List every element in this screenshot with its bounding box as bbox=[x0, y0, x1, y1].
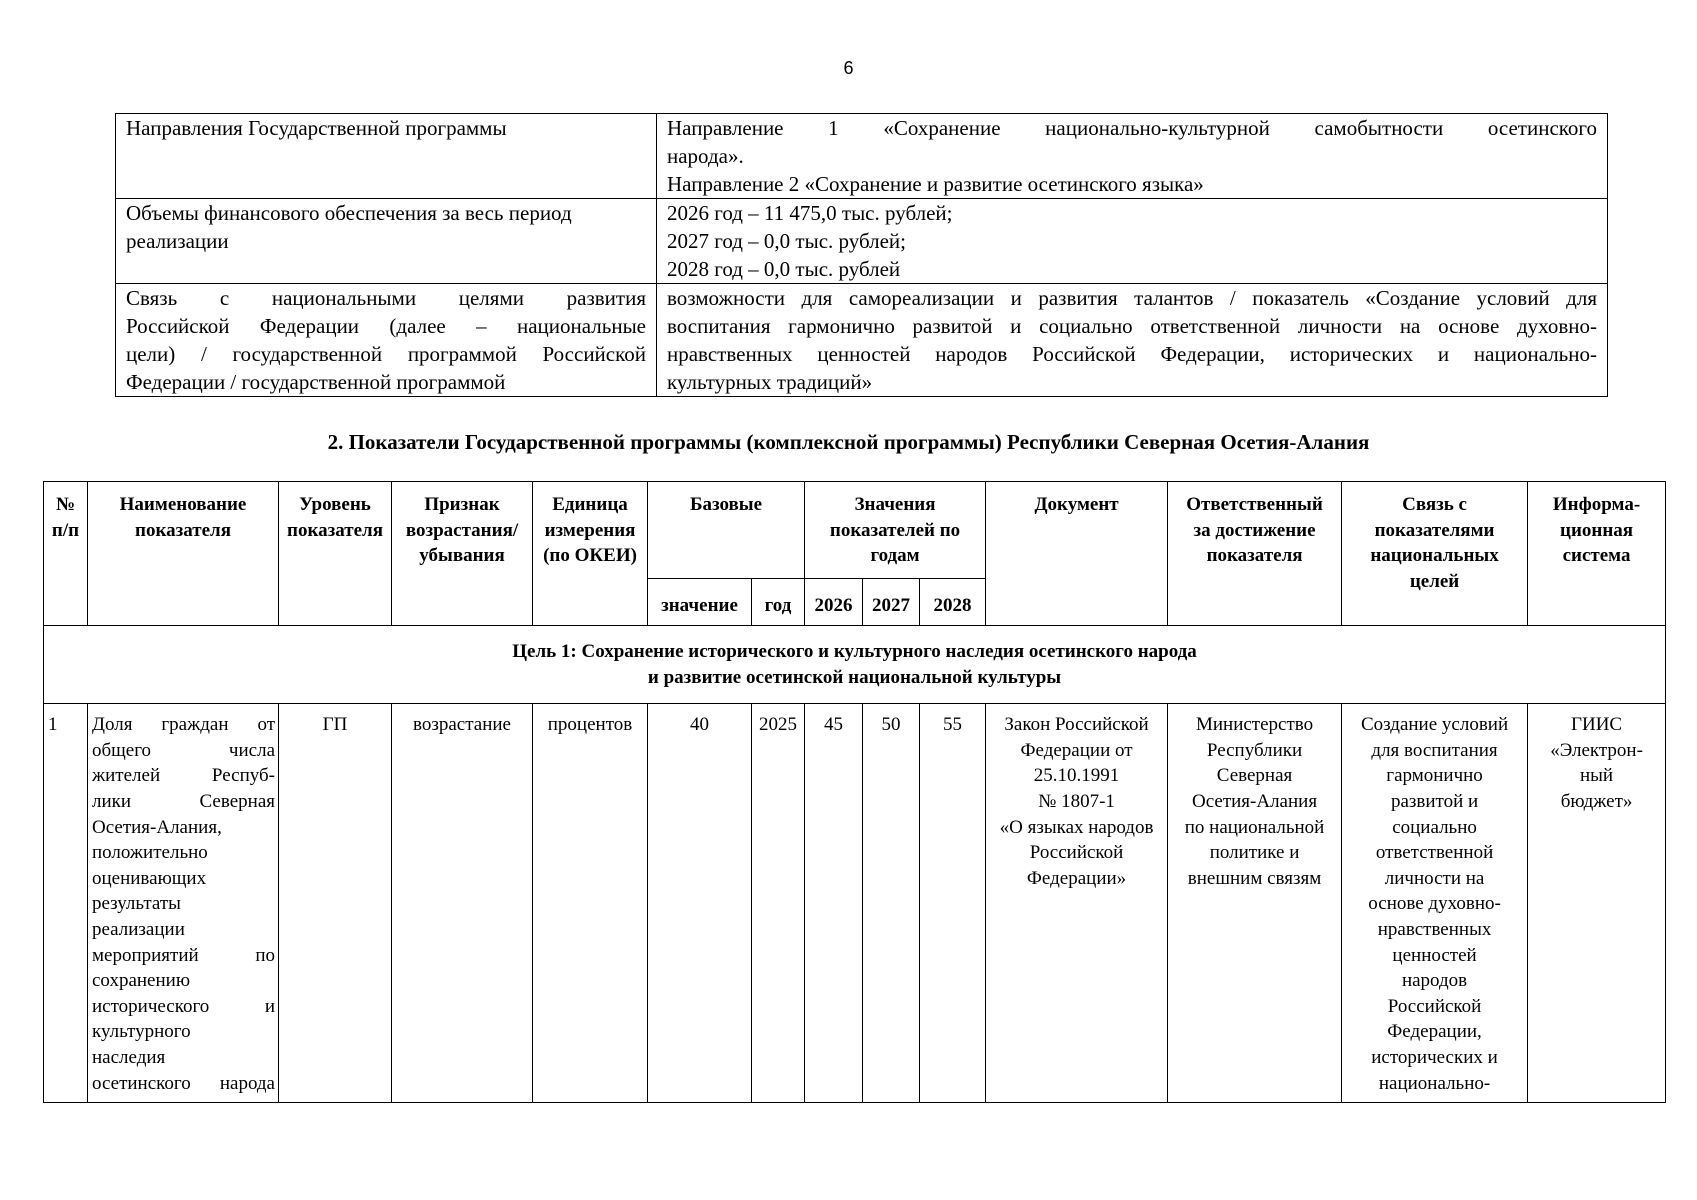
goal-row bbox=[44, 626, 1666, 704]
header-values: Значения показателей по годам bbox=[805, 482, 986, 579]
cell-base-year: 2025 bbox=[752, 704, 805, 1103]
passport-label: Связь с национальными целями развития Российской Федерации (далее – национальные цели) / государственной программой Российской Федерации / государственной программой bbox=[116, 284, 657, 397]
header-document: Документ bbox=[986, 482, 1168, 626]
header-link: Связь с показателями национальных целей bbox=[1342, 482, 1528, 626]
passport-row-directions bbox=[116, 114, 1608, 199]
program-passport-table bbox=[115, 113, 1608, 397]
header-year-2027: 2027 bbox=[863, 579, 920, 626]
indicators-table bbox=[43, 481, 1666, 1103]
header-year-2026: 2026 bbox=[805, 579, 863, 626]
header-num: № п/п bbox=[44, 482, 88, 626]
cell-unit: процентов bbox=[533, 704, 648, 1103]
passport-value: возможности для самореализации и развития талантов / показатель «Создание условий для воспитания гармонично развитой и социально ответственной личности на основе духовно- нравственных ценностей народов Российской Федерации, исторических и национально- культурных традиций» bbox=[657, 284, 1608, 397]
header-base-value: значение bbox=[648, 579, 752, 626]
header-row bbox=[44, 482, 1666, 579]
cell-base-value: 40 bbox=[648, 704, 752, 1103]
goal-title: Цель 1: Сохранение исторического и культурного наследия осетинского народа и развитие осетинской национальной культуры bbox=[44, 626, 1666, 704]
passport-value: Направление 1 «Сохранение национально-культурной самобытности осетинского народа». Направление 2 «Сохранение и развитие осетинского языка» bbox=[657, 114, 1608, 199]
cell-responsible: Министерство Республики Северная Осетия-Алания по национальной политике и внешним связям bbox=[1168, 704, 1342, 1103]
passport-label: Направления Государственной программы bbox=[116, 114, 657, 199]
header-level: Уровень показателя bbox=[279, 482, 392, 626]
header-responsible: Ответственный за достижение показателя bbox=[1168, 482, 1342, 626]
cell-trend: возрастание bbox=[392, 704, 533, 1103]
passport-value: 2026 год – 11 475,0 тыс. рублей; 2027 год – 0,0 тыс. рублей; 2028 год – 0,0 тыс. рублей bbox=[657, 199, 1608, 284]
table-row bbox=[44, 704, 1666, 1103]
header-trend: Признак возрастания/ убывания bbox=[392, 482, 533, 626]
header-base-year: год bbox=[752, 579, 805, 626]
cell-national-goal-link: Создание условий для воспитания гармонично развитой и социально ответственной личности на основе духовно- нравственных ценностей народов Российской Федерации, исторических и национально- bbox=[1342, 704, 1528, 1103]
header-year-2028: 2028 bbox=[920, 579, 986, 626]
cell-level: ГП bbox=[279, 704, 392, 1103]
cell-value-2026: 45 bbox=[805, 704, 863, 1103]
header-info-system: Информа- ционная система bbox=[1528, 482, 1666, 626]
header-base: Базовые bbox=[648, 482, 805, 579]
passport-row-national-goals bbox=[116, 284, 1608, 397]
cell-num: 1 bbox=[44, 704, 88, 1103]
header-name: Наименование показателя bbox=[88, 482, 279, 626]
cell-info-system: ГИИС «Электрон- ный бюджет» bbox=[1528, 704, 1666, 1103]
cell-name: Доля граждан от общего числа жителей Респуб- лики Северная Осетия-Алания, положительно оценивающих результаты реализации мероприятий по сохранению исторического и культурного наследия осетинского народа bbox=[88, 704, 279, 1103]
section-title: 2. Показатели Государственной программы (комплексной программы) Республики Северная Осетия-Алания bbox=[327, 430, 1370, 454]
cell-value-2027: 50 bbox=[863, 704, 920, 1103]
header-unit: Единица измерения (по ОКЕИ) bbox=[533, 482, 648, 626]
cell-document: Закон Российской Федерации от 25.10.1991 № 1807-1 «О языках народов Российской Федерации» bbox=[986, 704, 1168, 1103]
passport-row-financing bbox=[116, 199, 1608, 284]
page-number: 6 bbox=[843, 58, 854, 78]
passport-label: Объемы финансового обеспечения за весь период реализации bbox=[116, 199, 657, 284]
cell-value-2028: 55 bbox=[920, 704, 986, 1103]
